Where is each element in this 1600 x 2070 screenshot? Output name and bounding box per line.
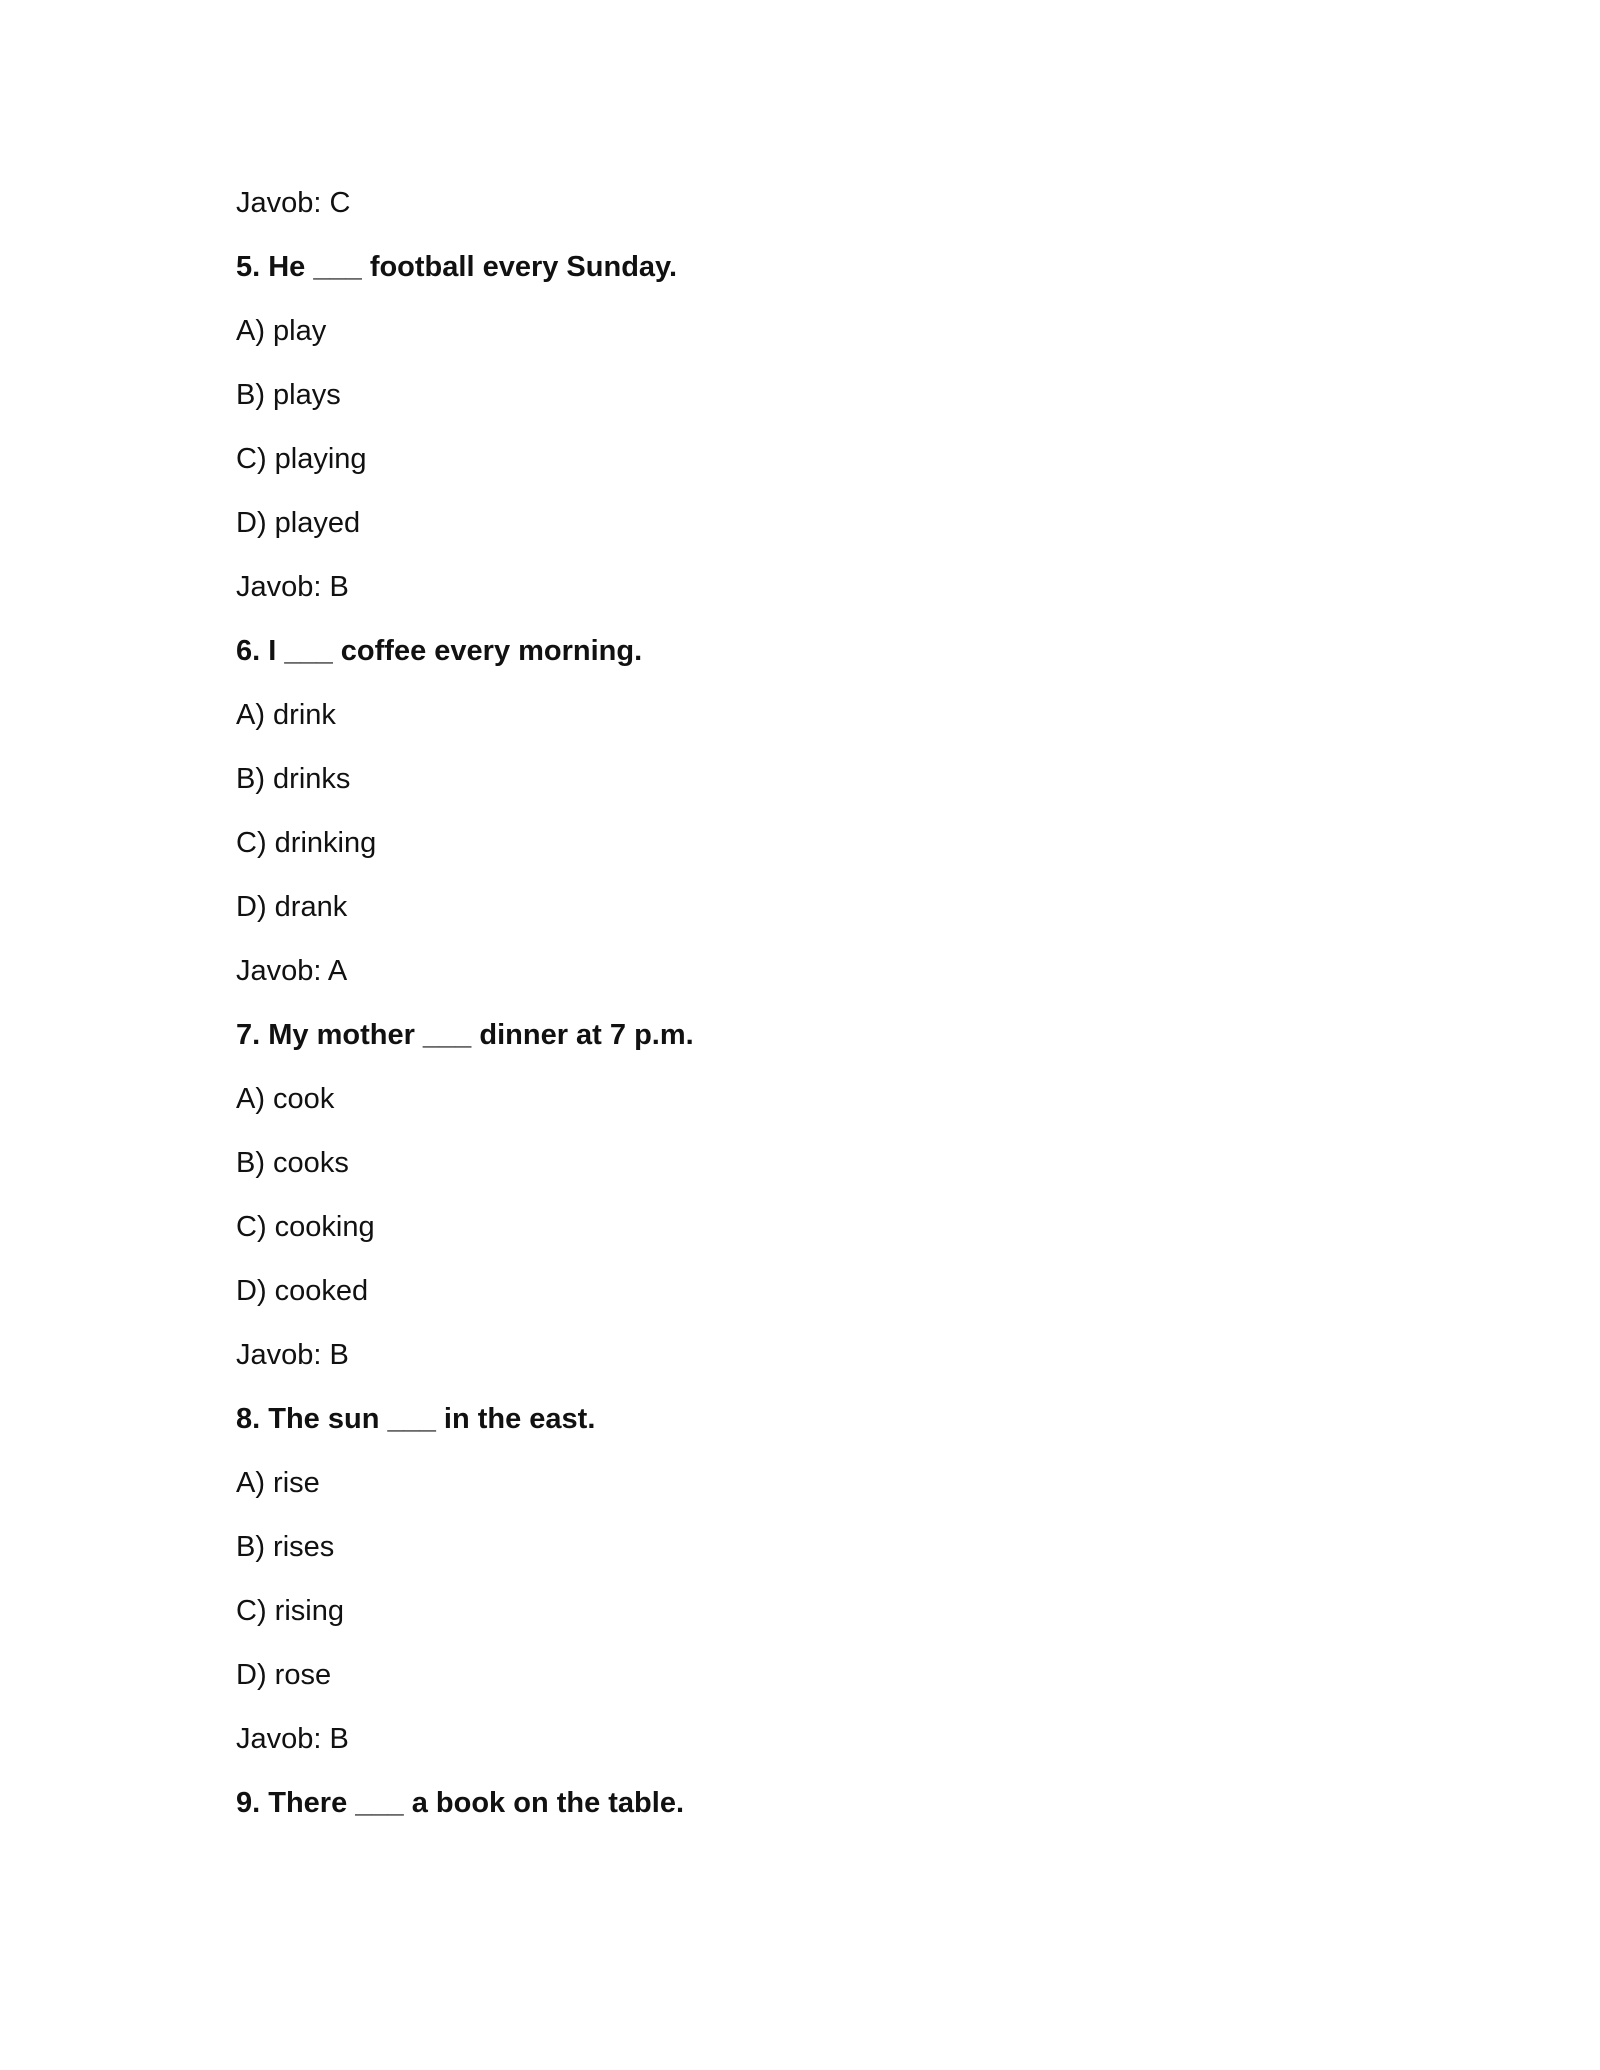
option-line: B) cooks [236,1147,349,1179]
question-7: 7. My mother ___ dinner at 7 p.m. [236,1019,694,1051]
option-line: D) cooked [236,1275,369,1307]
option-line: B) drinks [236,763,351,795]
answer-line: Javob: B [236,1723,349,1755]
option-line: D) played [236,507,361,539]
option-line: D) drank [236,891,348,923]
question-8: 8. The sun ___ in the east. [236,1403,596,1435]
option-line: A) drink [236,699,336,731]
answer-line: Javob: B [236,571,349,603]
answer-line: Javob: C [236,187,351,219]
answer-line: Javob: B [236,1339,349,1371]
question-6: 6. I ___ coffee every morning. [236,635,643,667]
option-line: A) rise [236,1467,320,1499]
option-line: B) rises [236,1531,335,1563]
option-line: B) plays [236,379,341,411]
option-line: C) playing [236,443,367,475]
question-5: 5. He ___ football every Sunday. [236,251,678,283]
option-line: A) cook [236,1083,335,1115]
option-line: A) play [236,315,327,347]
option-line: C) drinking [236,827,377,859]
option-line: D) rose [236,1659,332,1691]
question-9: 9. There ___ a book on the table. [236,1787,685,1819]
option-line: C) rising [236,1595,344,1627]
option-line: C) cooking [236,1211,375,1243]
answer-line: Javob: A [236,955,348,987]
